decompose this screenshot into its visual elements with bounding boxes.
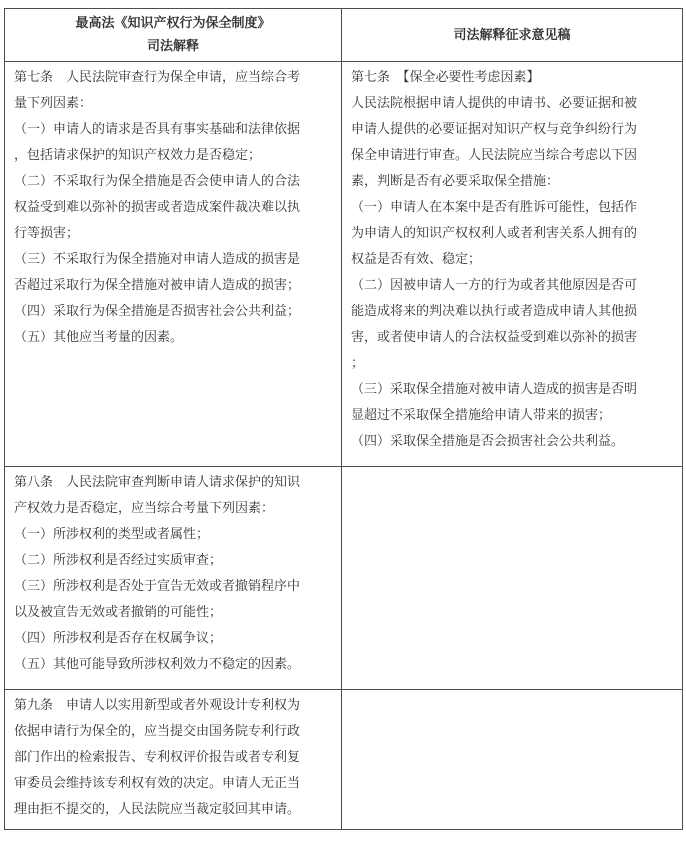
text-line: 权益受到难以弥补的损害或者造成案件裁决难以执 [14,200,301,215]
text-line: 能造成将来的判决难以执行或者造成申请人其他损 [351,304,638,319]
text-line: 保全申请进行审查。人民法院应当综合考虑以下因 [351,148,638,163]
text-line: （五）其他可能导致所涉权利效力不稳定的因素。 [14,657,301,672]
text-line: 害，或者使申请人的合法权益受到难以弥补的损害 [351,330,638,345]
article-8-right-cell [342,467,683,690]
text-line: 第七条 人民法院审查行为保全申请，应当综合考 [14,70,301,85]
header-left-title-line1: 最高法《知识产权行为保全制度》 [75,16,271,31]
text-line: 量下列因素： [14,96,93,111]
text-line: （一）所涉权利的类型或者属性； [14,527,210,542]
text-line: 第八条 人民法院审查判断申请人请求保护的知识 [14,475,301,490]
text-line: 行等损害； [14,226,80,241]
article-9-left-cell [5,690,342,830]
text-line: 理由拒不提交的，人民法院应当裁定驳回其申请。 [14,802,301,817]
article-7-left-cell [5,62,342,467]
text-line: 为申请人的知识产权权利人或者利害关系人拥有的 [351,226,638,241]
comparison-table [4,8,683,830]
text-line: 权益是否有效、稳定； [351,252,482,267]
table-row-article-8 [5,467,683,690]
text-line: 部门作出的检索报告、专利权评价报告或者专利复 [14,750,301,765]
article-8-left-cell [5,467,342,690]
text-line: 显超过不采取保全措施给申请人带来的损害； [351,408,612,423]
text-line: ； [351,356,365,371]
text-line: 第九条 申请人以实用新型或者外观设计专利权为 [14,698,301,713]
article-7-right-cell [342,62,683,467]
article-9-right-cell [342,690,683,830]
text-line: （四）采取行为保全措施是否损害社会公共利益； [14,304,301,319]
table-row-article-7 [5,62,683,467]
text-line: （四）采取保全措施是否会损害社会公共利益。 [351,434,625,449]
table-header-row [5,9,683,62]
text-line: （二）不采取行为保全措施是否会使申请人的合法 [14,174,301,189]
text-line: （三）所涉权利是否处于宣告无效或者撤销程序中 [14,579,301,594]
text-line: （一）申请人的请求是否具有事实基础和法律依据 [14,122,301,137]
text-line: 否超过采取行为保全措施对被申请人造成的损害； [14,278,301,293]
text-line: 审委员会维持该专利权有效的决定。申请人无正当 [14,776,301,791]
text-line: ，包括请求保护的知识产权效力是否稳定； [14,148,262,163]
text-line: 依据申请行为保全的，应当提交由国务院专利行政 [14,724,301,739]
text-line: （二）因被申请人一方的行为或者其他原因是否可 [351,278,638,293]
header-right-title: 司法解释征求意见稿 [453,27,571,43]
text-line: （三）不采取行为保全措施对申请人造成的损害是 [14,252,301,267]
text-line: （四）所涉权利是否存在权属争议； [14,631,223,646]
text-line: 人民法院根据申请人提供的申请书、必要证据和被 [351,96,638,111]
header-left [5,9,342,62]
text-line: （二）所涉权利是否经过实质审查； [14,553,223,568]
text-line: （一）申请人在本案中是否有胜诉可能性，包括作 [351,200,638,215]
header-right [342,9,683,62]
text-line: 以及被宣告无效或者撤销的可能性； [14,605,223,620]
text-line: （五）其他应当考量的因素。 [14,330,184,345]
text-line: 第七条 【保全必要性考虑因素】 [351,70,540,85]
text-line: （三）采取保全措施对被申请人造成的损害是否明 [351,382,638,397]
header-left-title-line2: 司法解释 [146,39,199,54]
text-line: 素，判断是否有必要采取保全措施： [351,174,560,189]
table-row-article-9 [5,690,683,830]
text-line: 产权效力是否稳定，应当综合考量下列因素： [14,501,275,516]
text-line: 申请人提供的必要证据对知识产权与竞争纠纷行为 [351,122,638,137]
